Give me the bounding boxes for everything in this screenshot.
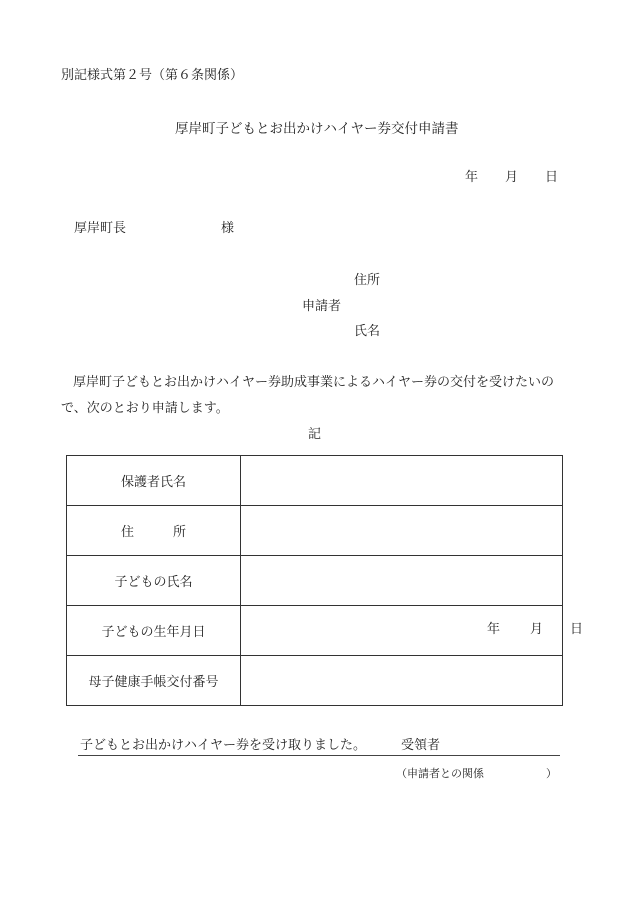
addressee-honorific: 様 bbox=[221, 221, 235, 236]
table-row bbox=[67, 506, 563, 556]
date-year-label: 年 bbox=[465, 170, 479, 185]
application-table bbox=[66, 455, 584, 706]
body-text-line-2: で、次のとおり申請します。 bbox=[61, 401, 229, 416]
address-label: 住 所 bbox=[67, 506, 241, 556]
table-row bbox=[67, 456, 563, 506]
body-text-line-1: 厚岸町子どもとお出かけハイヤー券助成事業によるハイヤー券の交付を受けたいの bbox=[73, 375, 555, 390]
table-row bbox=[67, 656, 563, 706]
birthdate-day-label: 日 bbox=[570, 622, 584, 637]
addressee-name: 厚岸町長 bbox=[74, 221, 127, 236]
guardian-name-field[interactable] bbox=[241, 456, 563, 506]
guardian-name-label: 保護者氏名 bbox=[67, 456, 241, 506]
maternal-handbook-number-field[interactable] bbox=[241, 656, 563, 706]
child-birthdate-label: 子どもの生年月日 bbox=[67, 606, 241, 656]
child-name-label: 子どもの氏名 bbox=[67, 556, 241, 606]
maternal-handbook-number-label: 母子健康手帳交付番号 bbox=[67, 656, 241, 706]
date-month-label: 月 bbox=[505, 170, 519, 185]
birthdate-year-label: 年 bbox=[487, 622, 501, 637]
receiver-label: 受領者 bbox=[401, 738, 441, 753]
birthdate-month-label: 月 bbox=[530, 622, 544, 637]
relation-open: （申請者との関係 bbox=[396, 767, 484, 780]
table-row bbox=[67, 556, 563, 606]
table-row bbox=[67, 606, 563, 656]
date-day-label: 日 bbox=[545, 170, 559, 185]
applicant-address-label: 住所 bbox=[354, 273, 381, 288]
child-birthdate-field[interactable] bbox=[241, 606, 584, 656]
applicant-name-label: 氏名 bbox=[354, 324, 381, 339]
address-field[interactable] bbox=[241, 506, 563, 556]
relation-close: ） bbox=[546, 767, 557, 780]
ki-heading: 記 bbox=[308, 427, 322, 442]
receipt-statement: 子どもとお出かけハイヤー券を受け取りました。 bbox=[80, 738, 367, 753]
form-reference: 別記様式第２号（第６条関係） bbox=[61, 68, 244, 83]
signature-line[interactable] bbox=[78, 755, 560, 756]
document-title: 厚岸町子どもとお出かけハイヤー券交付申請書 bbox=[175, 121, 459, 137]
child-name-field[interactable] bbox=[241, 556, 563, 606]
applicant-label: 申請者 bbox=[302, 299, 342, 314]
